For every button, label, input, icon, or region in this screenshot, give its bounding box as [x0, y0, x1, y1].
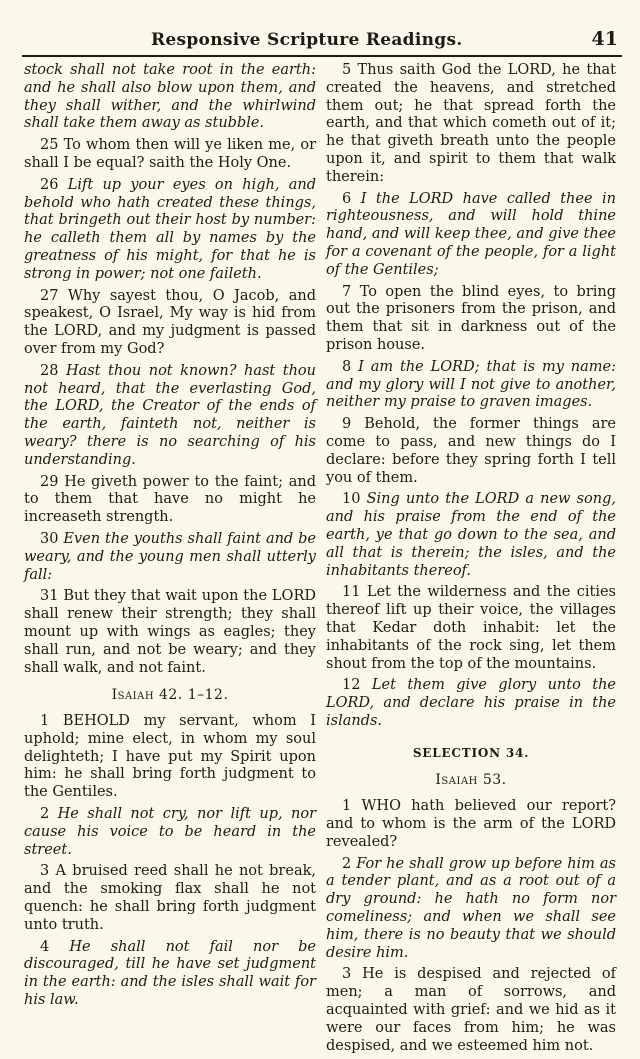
verse-number: 2 — [40, 806, 50, 823]
verse-text: A bruised reed shall he not break, and the smoking flax shall he not quench: he shall bring forth judgment unto truth. — [24, 863, 316, 933]
verse-text: Behold, the former things are come to pass, and new things do I declare: before they spring forth I tell you of them. — [326, 416, 616, 486]
verse — [326, 966, 616, 1055]
verse-number: 3 — [40, 863, 50, 880]
verse-text: Thus saith God the LORD, he that created the heavens, and stretched them out; he that spread forth the earth, and that which cometh out of it; he that giveth breath unto the people upon it, and spirit to them that walk therein: — [326, 62, 616, 185]
verse-text: Even the youths shall faint and be weary, and the young men shall utterly fall: — [24, 530, 317, 583]
verse-number: 27 — [40, 287, 59, 304]
verse-text: Let them give glory unto the LORD, and declare his praise in the islands. — [326, 677, 617, 729]
verse-text: stock shall not take root in the earth: and he shall also blow upon them, and they shall wither, and the whirlwind shall take them away as stubble. — [24, 62, 316, 132]
page-header — [22, 22, 618, 50]
right-column — [326, 62, 616, 1059]
verse-number: 9 — [342, 416, 352, 433]
verse — [326, 491, 616, 580]
verse — [24, 137, 316, 173]
verse-number: 30 — [40, 530, 59, 547]
verse-number: 5 — [342, 62, 352, 78]
verse — [326, 416, 616, 487]
verse — [326, 584, 616, 673]
verse-text: I am the LORD; that is my name: and my glory will I not give to another, neither my praise to graven images. — [326, 358, 616, 411]
verse-text: Why sayest thou, O Jacob, and speakest, O Israel, My way is hid from the LORD, and my judgment is passed over from my God? — [24, 287, 316, 357]
verse — [326, 856, 616, 963]
verse-text: To open the blind eyes, to bring out the prisoners from the prison, and them that sit in darkness out of the prison house. — [326, 283, 617, 353]
verse — [24, 531, 316, 584]
verse — [326, 284, 616, 355]
verse-text: But they that wait upon the LORD shall renew their strength; they shall mount up with wings as eagles; they shall run, and not be weary; and they shall walk, and not faint. — [24, 588, 316, 676]
verse — [326, 798, 616, 851]
verse-text: Hast thou not known? hast thou not heard, that the everlasting God, the LORD, the Creator of the ends of the earth, fainteth not, neither is weary? there is no searching of his understanding. — [24, 362, 316, 468]
passage-heading: Isaiah 42. 1–12. — [111, 687, 229, 704]
verse-number: 26 — [40, 176, 59, 193]
verse-number: 11 — [342, 584, 361, 601]
verse-number: 8 — [342, 358, 352, 375]
verse — [326, 191, 616, 280]
verse — [24, 474, 316, 527]
verse — [24, 806, 316, 859]
verse-text: He shall not fail nor be discouraged, till he have set judgment in the earth: and the isles shall wait for his law. — [24, 938, 317, 1009]
running-title: Responsive Scripture Readings. — [150, 30, 463, 50]
verse-number: 1 — [342, 798, 352, 815]
verse — [24, 939, 316, 1010]
verse — [326, 62, 616, 187]
verse — [24, 588, 316, 677]
verse-number: 4 — [40, 938, 50, 955]
left-column — [24, 62, 316, 1014]
verse-number: 12 — [342, 677, 361, 694]
verse-number: 3 — [342, 966, 352, 983]
verse-number: 6 — [342, 190, 352, 207]
verse-text: WHO hath believed our report? and to whom is the arm of the LORD revealed? — [326, 798, 617, 850]
verse — [24, 863, 316, 934]
verse-number: 10 — [342, 491, 361, 508]
verse — [24, 288, 316, 359]
verse-text: He is despised and rejected of men; a man of sorrows, and acquainted with grief: and we hid as it were our faces from him; he was despised, and we esteemed him not. — [326, 966, 617, 1054]
verse-number: 7 — [342, 283, 352, 300]
verse-number: 25 — [40, 137, 59, 154]
verse-text: I the LORD have called thee in righteousness, and will hold thine hand, and will keep thee, and give thee for a covenant of the people, for a light of the Gentiles; — [326, 190, 616, 278]
verse-text: Let the wilderness and the cities thereof lift up their voice, the villages that Kedar doth inhabit: let the inhabitants of the rock sing, let them shout from the top of the mountains. — [326, 584, 616, 672]
verse-text: To whom then will ye liken me, or shall I be equal? saith the Holy One. — [24, 137, 316, 171]
passage-heading: Isaiah 53. — [435, 772, 507, 789]
verse-text: Lift up your eyes on high, and behold who hath created these things, that bringeth out their host by number: he calleth them all by names by the greatness of his might, for that he is strong in power; not one faileth. — [24, 176, 317, 282]
verse — [24, 713, 316, 802]
verse-text: BEHOLD my servant, whom I uphold; mine elect, in whom my soul delighteth; I have put my Spirit upon him: he shall bring forth judgment to the Gentiles. — [24, 713, 316, 801]
page-number: 41 — [591, 28, 618, 50]
verse-text: For he shall grow up before him as a tender plant, and as a root out of a dry ground: he hath no form nor comeliness; and when we shall see him, there is no beauty that we should desire him. — [326, 855, 616, 961]
selection-heading: SELECTION 34. — [412, 745, 530, 760]
header-rule — [22, 55, 622, 57]
verse-text: Sing unto the LORD a new song, and his praise from the end of the earth, ye that go down to the sea, and all that is therein; the isles, and the inhabitants thereof. — [326, 491, 617, 579]
verse-number: 2 — [342, 855, 352, 872]
verse-number: 29 — [40, 473, 59, 490]
verse-number: 31 — [40, 588, 59, 605]
verse-number: 1 — [40, 713, 50, 730]
verse — [326, 359, 616, 412]
verse — [24, 177, 316, 284]
verse-text: He giveth power to the faint; and to them that have no might he increaseth strength. — [24, 473, 316, 526]
verse-number: 28 — [40, 362, 59, 379]
verse — [326, 677, 616, 730]
verse — [24, 363, 316, 470]
verse-text: He shall not cry, nor lift up, nor cause his voice to be heard in the street. — [24, 806, 316, 858]
